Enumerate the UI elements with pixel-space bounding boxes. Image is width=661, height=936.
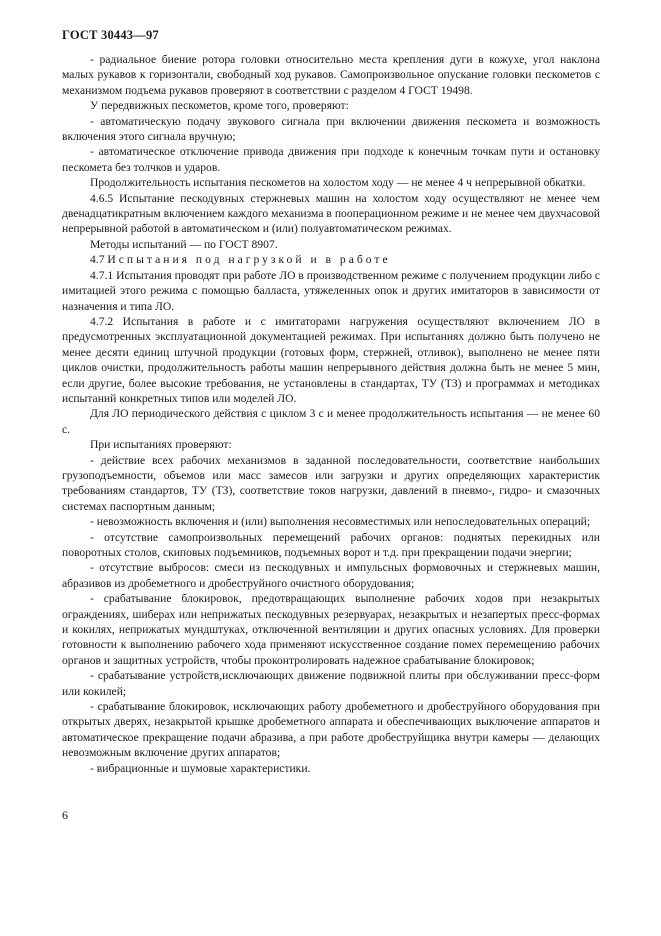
list-item: - срабатывание блокировок, предотвращающих выполнение рабочих ходов при незакрытых ограждениях, шиберах или неприжатых пескодувных резервуарах, незакрытых и незапертых пресс-формах и кокилях, неприжатых мундштуках, отключенной вентиляции и других опасных условиях. Для проверки готовности к выполнению рабочего хода применяют искусственное создание помех перемещению рабочих органов и защитных устройств, чтобы проконтролировать надежное срабатывание блокировок; xyxy=(62,592,600,667)
paragraph: У передвижных пескометов, кроме того, проверяют: xyxy=(90,99,349,113)
paragraph: 4.7.2 Испытания в работе и с имитаторами нагружения осуществляют включением ЛО в предусмотренных эксплуатационной документацией режимах. При испытаниях должно быть получено не менее десяти единиц штучной продукции (готовых форм, стержней, отливок), выполнено не менее пяти циклов очистки, продолжительность работы машин непрерывного действия должна быть не менее 5 мин, если другие, более высокие требования, не установлены в стандартах, ТУ (ТЗ) и программах и методиках испытаний конкретных типов или моделей ЛО. xyxy=(62,314,600,405)
page-number: 6 xyxy=(62,808,68,822)
section-title: Испытания под нагрузкой и в работе xyxy=(107,253,391,267)
paragraph: - автоматическую подачу звукового сигнала при включении движения пескомета и возможность включения этого сигнала вручную; xyxy=(62,114,600,144)
paragraph: При испытаниях проверяют: xyxy=(90,438,232,452)
list-item: - действие всех рабочих механизмов в заданной последовательности, соответствие наибольших грузоподъемности, объемов или масс замесов или загрузки и других определяющих характеристик требованиям стандартов, ТУ (ТЗ), соответствие токов нагрузки, давлений в пневмо-, гидро- и смазочных системах паспортным данным; xyxy=(62,453,600,513)
paragraph: - автоматическое отключение привода движения при подходе к конечным точкам пути и остановку пескомета без толчков и ударов. xyxy=(62,145,600,174)
list-item: - срабатывание блокировок, исключающих работу дробеметного и дробеструйного оборудования при открытых дверях, незакрытой крышке дробеметного аппарата и обеспечивающих выключение аппаратов и автоматическое прекращение подачи абразива, а при работе дробеструйщика внутри камеры — делающих невозможным включение других аппаратов; xyxy=(62,700,600,760)
paragraph: Для ЛО периодического действия с циклом 3 с и менее продолжительность испытания — не менее 60 с. xyxy=(62,407,600,436)
document-body xyxy=(62,52,600,776)
section-number: 4.7 xyxy=(90,253,105,267)
list-item: - срабатывание устройств,исключающих движение подвижной плиты при обслуживании пресс-форм или кокилей; xyxy=(62,669,600,698)
paragraph: Методы испытаний — по ГОСТ 8907. xyxy=(90,237,278,251)
paragraph: - радиальное биение ротора головки относительно места крепления дуги в кожухе, угол наклона малых рукавов к горизонтали, свободный ход рукавов. Самопроизвольное опускание головки пескометов с механизмом подъема рукавов проверяют в соответствии с разделом 4 ГОСТ 19498. xyxy=(62,53,600,97)
section-heading xyxy=(62,252,600,267)
paragraph: 4.7.1 Испытания проводят при работе ЛО в производственном режиме с получением продукции либо с имитацией этого режима с помощью балласта, утяжеленных опок и других имитаторов в зависимости от назначения и типа ЛО. xyxy=(62,268,600,313)
paragraph: Продолжительность испытания пескометов на холостом ходу — не менее 4 ч непрерывной обкатки. xyxy=(90,176,586,190)
paragraph: 4.6.5 Испытание пескодувных стержневых машин на холостом ходу осуществляют не менее чем двенадцатикратным включением каждого механизма в пооперационном режиме и не менее чем двухчасовой непрерывной работой в автоматическом и (или) полуавтоматическом режимах. xyxy=(62,191,600,236)
document-header: ГОСТ 30443—97 xyxy=(62,28,159,42)
list-item: - отсутствие выбросов: смеси из пескодувных и импульсных формовочных и стержневых машин, абразивов из дробеметного и дробеструйного очистного оборудования; xyxy=(62,561,600,590)
list-item: - отсутствие самопроизвольных перемещений рабочих органов: поднятых перекидных или поворотных столов, скиповых подъемников, подъемных ворот и т.д. при прекращении подачи энергии; xyxy=(62,530,600,559)
list-item: - вибрационные и шумовые характеристики. xyxy=(90,761,311,775)
list-item: - невозможность включения и (или) выполнения несовместимых или непоследовательных операций; xyxy=(90,515,591,529)
